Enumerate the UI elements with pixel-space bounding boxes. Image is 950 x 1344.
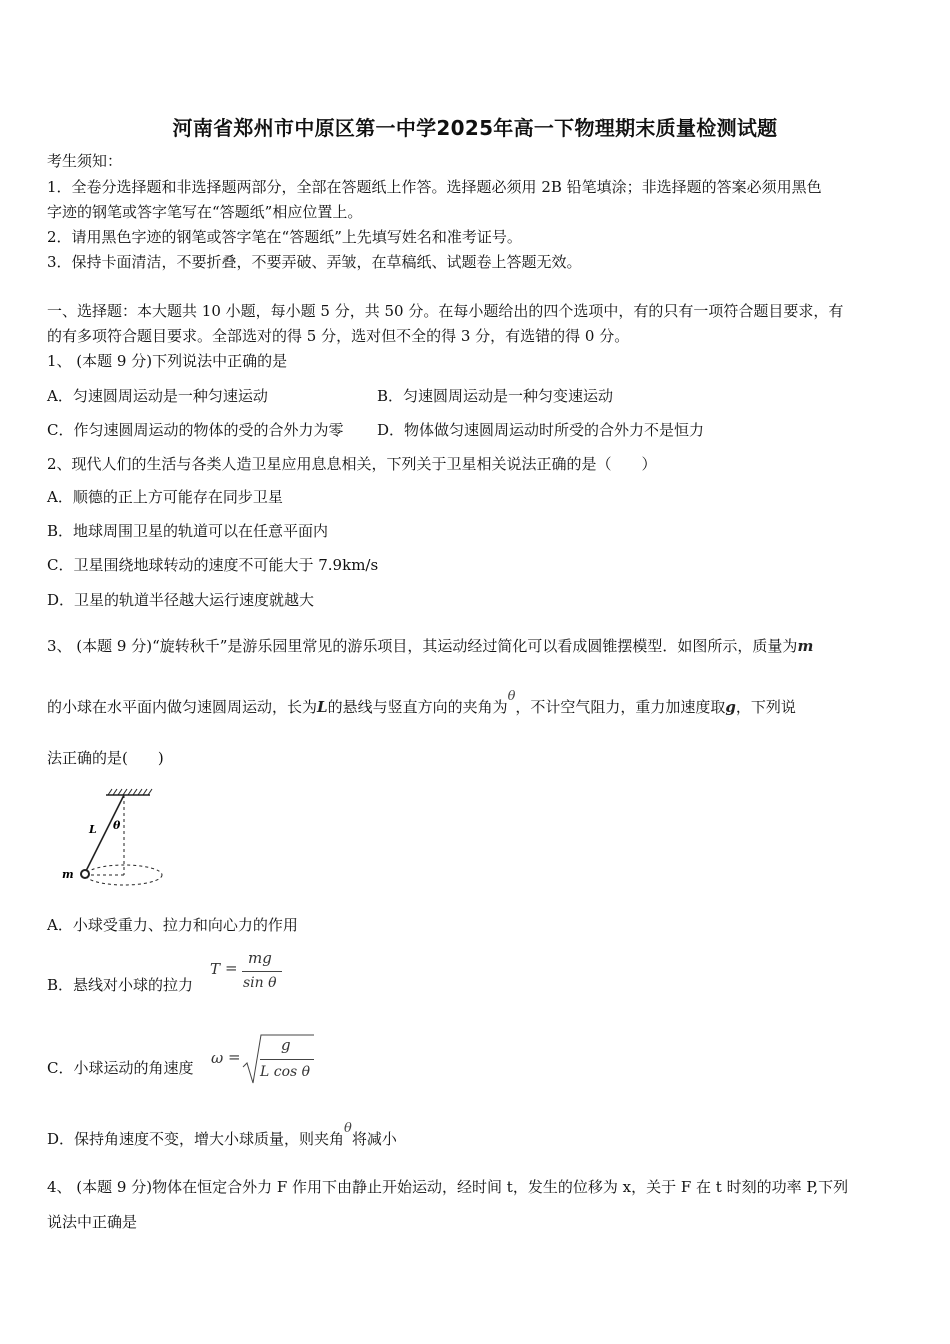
q3-var-L: L bbox=[317, 698, 328, 716]
formula-c-eq: = bbox=[228, 1048, 241, 1066]
q3-stem-text-c: ，不计空气阻力，重力加速度取 bbox=[515, 698, 726, 716]
q3-formula-b bbox=[208, 948, 288, 998]
q2-stem: 2、现代人们的生活与各类人造卫星应用息息相关，下列关于卫星相关说法正确的是（ ） bbox=[47, 455, 657, 473]
page-title: 河南省郑州市中原区第一中学2025年高一下物理期末质量检测试题 bbox=[172, 116, 778, 140]
figure-label-theta: θ bbox=[113, 819, 121, 832]
q1-option-b: B．匀速圆周运动是一种匀变速运动 bbox=[377, 387, 614, 405]
formula-b-numerator: mg bbox=[248, 949, 272, 967]
q2-option-a: A．顺德的正上方可能存在同步卫星 bbox=[47, 488, 283, 506]
q3-option-b: B．悬线对小球的拉力 bbox=[47, 976, 194, 994]
q3-stem-text-d: ，下列说 bbox=[735, 698, 796, 716]
q3-option-d-text1: D．保持角速度不变，增大小球质量，则夹角 bbox=[47, 1130, 345, 1148]
formula-c-denominator: L cos θ bbox=[260, 1064, 311, 1080]
q3-var-theta: θ bbox=[507, 689, 516, 704]
formula-b-eq: = bbox=[225, 959, 238, 977]
q3-option-d-theta: θ bbox=[344, 1121, 352, 1136]
q3-stem-line1 bbox=[47, 636, 813, 656]
q3-var-g: g bbox=[725, 698, 736, 716]
q3-formula-c bbox=[208, 1030, 318, 1090]
section-intro-line1: 一、选择题：本大题共 10 小题，每小题 5 分，共 50 分。在每小题给出的四个选项中，有的只有一项符合题目要求，有 bbox=[47, 302, 844, 320]
q4-stem-line1: 4、 (本题 9 分)物体在恒定合外力 F 作用下由静止开始运动，经时间 t，发生的位移为 x，关于 F 在 t 时刻的功率 P,下列 bbox=[47, 1178, 849, 1196]
q3-option-d-text2: 将减小 bbox=[351, 1130, 397, 1148]
formula-b-denominator: sin θ bbox=[243, 975, 277, 991]
q3-stem-text-b: 的悬线与竖直方向的夹角为 bbox=[327, 698, 508, 716]
notice-item-2: 2．请用黑色字迹的钢笔或答字笔在“答题纸”上先填写姓名和准考证号。 bbox=[47, 228, 522, 246]
formula-c-fraction-bar bbox=[260, 1059, 314, 1060]
q2-option-b: B．地球周围卫星的轨道可以在任意平面内 bbox=[47, 522, 329, 540]
q1-option-c: C．作匀速圆周运动的物体的受的合外力为零 bbox=[47, 421, 344, 439]
formula-b-fraction-bar bbox=[242, 971, 282, 972]
formula-c-numerator: g bbox=[281, 1036, 291, 1054]
q4-stem-line2: 说法中正确是 bbox=[47, 1213, 138, 1231]
q3-option-d bbox=[47, 1121, 397, 1151]
q2-option-d: D．卫星的轨道半径越大运行速度就越大 bbox=[47, 591, 315, 609]
q3-stem-line3: 法正确的是( ) bbox=[47, 749, 164, 767]
figure-label-m: m bbox=[62, 868, 74, 881]
q1-option-d: D．物体做匀速圆周运动时所受的合外力不是恒力 bbox=[377, 421, 705, 439]
notice-item-1b: 字迹的钢笔或答字笔写在“答题纸”相应位置上。 bbox=[47, 203, 363, 221]
q2-option-c: C．卫星围绕地球转动的速度不可能大于 7.9km/s bbox=[47, 556, 379, 574]
section-intro-line2: 的有多项符合题目要求。全部选对的得 5 分，选对但不全的得 3 分，有选错的得 0 分。 bbox=[47, 327, 630, 345]
q3-stem-text-a: 的小球在水平面内做匀速圆周运动，长为 bbox=[47, 698, 318, 716]
formula-b-lhs: T bbox=[210, 960, 221, 978]
q1-option-a: A．匀速圆周运动是一种匀速运动 bbox=[47, 387, 268, 405]
q3-option-a: A．小球受重力、拉力和向心力的作用 bbox=[47, 916, 298, 934]
formula-c-lhs: ω bbox=[211, 1049, 224, 1067]
q3-stem-line2 bbox=[47, 689, 796, 719]
conical-pendulum-figure bbox=[58, 785, 168, 895]
q3-var-m: m bbox=[797, 637, 814, 655]
q1-stem: 1、 (本题 9 分)下列说法中正确的是 bbox=[47, 352, 288, 370]
figure-label-L: L bbox=[89, 823, 97, 836]
notice-item-3: 3．保持卡面清洁，不要折叠，不要弄破、弄皱，在草稿纸、试题卷上答题无效。 bbox=[47, 253, 582, 271]
notice-heading: 考生须知： bbox=[47, 152, 123, 170]
q3-stem-text: 3、 (本题 9 分)“旋转秋千”是游乐园里常见的游乐项目，其运动经过简化可以看成圆锥摆模型．如图所示，质量为 bbox=[47, 637, 798, 655]
notice-item-1a: 1．全卷分选择题和非选择题两部分，全部在答题纸上作答。选择题必须用 2B 铅笔填涂；非选择题的答案必须用黑色 bbox=[47, 178, 822, 196]
q3-option-c: C．小球运动的角速度 bbox=[47, 1059, 194, 1077]
